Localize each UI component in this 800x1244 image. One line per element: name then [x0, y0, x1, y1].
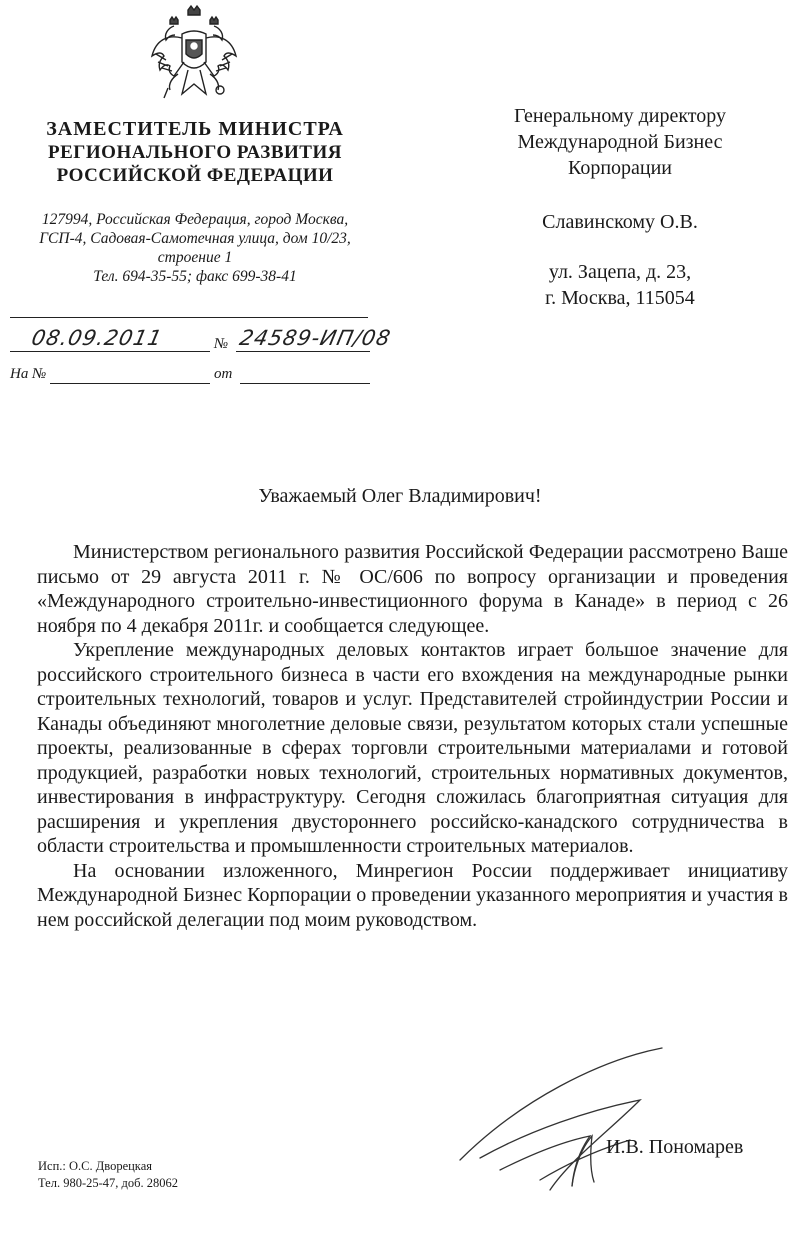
recipient-name: Славинскому О.В.	[542, 211, 698, 233]
recipient-company: Международной Бизнес	[517, 131, 723, 153]
letter-body	[37, 540, 788, 932]
executor-name: Исп.: О.С. Дворецкая	[38, 1159, 152, 1173]
recipient-city: г. Москва, 115054	[545, 287, 695, 309]
sender-address-line: ГСП-4, Садовая-Самотечная улица, дом 10/23,	[39, 230, 351, 247]
body-paragraph: Укрепление международных деловых контактов играет большое значение для российского строительного бизнеса в части его вхождения на международные рынки строительных технологий, товаров и услуг. Представителей стройиндустрии России и Канады объединяют многолетние деловые связи, результатом которых стали успешные проекты, реализованные в сферах торговли строительными материалами и готовой продукцией, разработки новых технологий, строительных нормативных документов, инвестирования в инфраструктуру. Сегодня сложилась благоприятная ситуация для расширения и укрепления двустороннего российско-канадского сотрудничества в области строительства и промышленности строительных материалов.	[37, 639, 788, 857]
incoming-date-underline	[240, 383, 370, 384]
outgoing-number: 24589-ИП/08	[237, 326, 394, 350]
recipient-street: ул. Зацепа, д. 23,	[548, 261, 692, 283]
signatory-name: И.В. Пономарев	[606, 1136, 744, 1158]
recipient-position: Генеральному директору	[513, 105, 727, 127]
number-underline	[236, 351, 370, 352]
number-label: №	[214, 336, 229, 352]
sender-phone-fax: Тел. 694-35-55; факс 699-38-41	[93, 268, 297, 285]
incoming-number-underline	[50, 383, 210, 384]
recipient-company-2: Корпорации	[567, 157, 673, 179]
sender-address-line: 127994, Российская Федерация, город Москва,	[41, 211, 349, 228]
handwritten-signature	[440, 1040, 680, 1200]
executor-phone: Тел. 980-25-47, доб. 28062	[38, 1176, 178, 1190]
sender-country: РОССИЙСКОЙ ФЕДЕРАЦИИ	[56, 165, 334, 186]
sender-address-line: строение 1	[157, 249, 233, 266]
sender-ministry: РЕГИОНАЛЬНОГО РАЗВИТИЯ	[48, 142, 342, 163]
body-paragraph: Министерством регионального развития Российской Федерации рассмотрено Ваше письмо от 29 августа 2011 г. № ОС/606 по вопросу организации и проведения «Международного строительно-инвестиционного форума в Канаде» в период с 26 ноября по 4 декабря 2011г. и сообщается следующее.	[37, 541, 788, 637]
sender-title: ЗАМЕСТИТЕЛЬ МИНИСТРА	[46, 118, 344, 140]
greeting: Уважаемый Олег Владимирович!	[258, 485, 542, 507]
incoming-date-label: от	[214, 366, 233, 382]
body-paragraph: На основании изложенного, Минрегион России поддерживает инициативу Международной Бизнес Корпорации о проведении указанного мероприятия и участия в нем российской делегации под моим руководством.	[37, 859, 788, 931]
reference-top-rule	[10, 317, 368, 318]
outgoing-date: 08.09.2011	[29, 326, 165, 350]
incoming-number-label: На №	[10, 366, 47, 382]
date-underline	[10, 351, 210, 352]
coat-of-arms-icon	[148, 4, 240, 102]
